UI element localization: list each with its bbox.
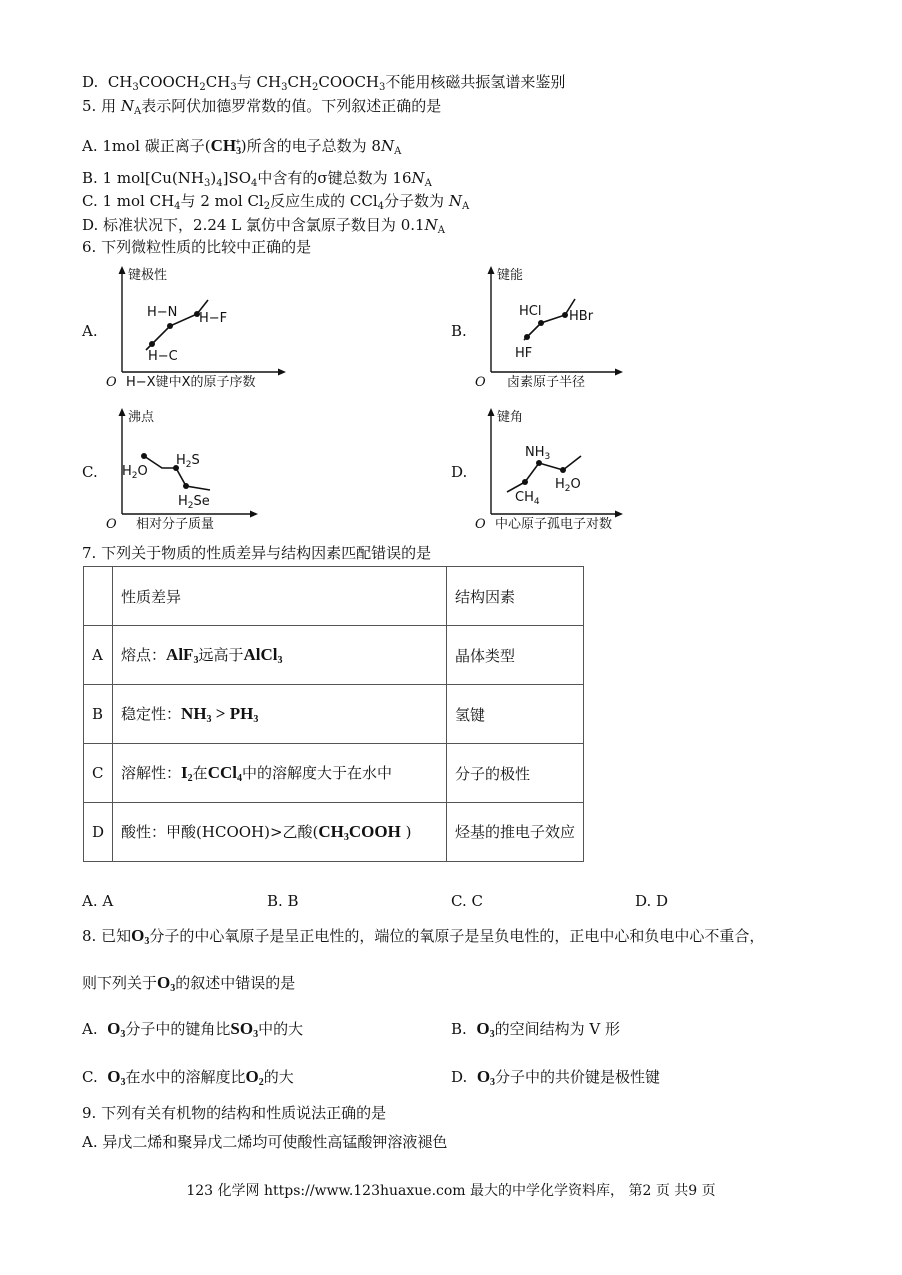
table-header-cell: [84, 567, 113, 626]
row-property: 熔点：AlF$_3$远高于AlCl$_3$: [113, 626, 447, 685]
row-property: 溶解性：$I_2$在CCl$_4$中的溶解度大于在水中: [113, 744, 447, 803]
row-key: C: [84, 744, 113, 803]
graph-a-p2: H−N: [147, 305, 178, 320]
graph-a-xlabel: H−X键中X的原子序数: [126, 375, 256, 390]
graph-d: [469, 404, 669, 539]
q6-option-a-label: A.: [82, 322, 98, 340]
q9-stem: 9. 下列有关有机物的结构和性质说法正确的是: [82, 1104, 387, 1122]
q8-option-a: A. $O_3$分子中的键角比$SO_3$中的大: [82, 1019, 304, 1040]
graph-d-p3: $H_2O$: [555, 477, 581, 494]
table-row: [84, 803, 584, 862]
q8-stem-line2: 则下列关于$O_3$的叙述中错误的是: [82, 973, 296, 994]
table-header-cell: 结构因素: [447, 567, 584, 626]
row-key: D: [84, 803, 113, 862]
graph-c-p3: $H_2Se$: [178, 494, 210, 511]
graph-c-p2: $H_2S$: [176, 453, 200, 470]
q9-option-a: A. 异戊二烯和聚异戊二烯均可使酸性高锰酸钾溶液褪色: [82, 1133, 448, 1151]
row-property: 稳定性：$NH_3 > PH_3$: [113, 685, 447, 744]
row-factor: 氢键: [447, 685, 584, 744]
graph-a-p1: H−C: [148, 349, 178, 364]
graph-a-ylabel: 键极性: [128, 268, 168, 283]
row-factor: 烃基的推电子效应: [447, 803, 584, 862]
q6-option-d-label: D.: [451, 463, 468, 481]
q7-stem: 7. 下列关于物质的性质差异与结构因素匹配错误的是: [82, 544, 432, 562]
q7-table: [83, 566, 584, 862]
graph-b-ylabel: 键能: [497, 268, 524, 283]
table-row: [84, 685, 584, 744]
q8-option-d: D. $O_3$分子中的共价键是极性键: [451, 1067, 661, 1088]
table-row: [84, 626, 584, 685]
graph-a: [100, 262, 320, 397]
graph-a-p3: H−F: [199, 311, 228, 326]
q8-stem: 8. 已知$O_3$分子的中心氧原子是呈正电性的，端位的氧原子是呈负电性的，正电中心和负电中心不重合，: [82, 926, 765, 947]
graph-b-p3: HBr: [569, 309, 594, 324]
graph-d-ylabel: 键角: [497, 410, 524, 425]
graph-b-p2: HCl: [519, 304, 542, 319]
graph-d-xlabel: 中心原子孤电子对数: [495, 517, 613, 532]
graph-c-xlabel: 相对分子质量: [136, 517, 215, 532]
q5-stem: 5. 用 $N_A$表示阿伏加德罗常数的值。下列叙述正确的是: [82, 97, 442, 117]
q8-option-c: C. $O_3$在水中的溶解度比$O_2$的大: [82, 1067, 294, 1088]
graph-c-p1: $H_2O$: [122, 464, 148, 481]
q4-option-d: D. $CH_3COOCH_2CH_3$与 $CH_3CH_2COOCH_3$不能用核磁共振氢谱来鉴别: [82, 73, 566, 93]
graph-b-xlabel: 卤素原子半径: [507, 375, 586, 390]
graph-d-origin: O: [475, 517, 486, 532]
graph-b-origin: O: [475, 375, 486, 390]
q6-stem: 6. 下列微粒性质的比较中正确的是: [82, 238, 312, 256]
page-footer: 123 化学网 https://www.123huaxue.com 最大的中学化学资料库， 第2 页 共9 页: [186, 1183, 716, 1199]
graph-b-p1: HF: [515, 346, 533, 361]
q7-choice-a: A. A: [82, 892, 114, 910]
q7-choice-b: B. B: [267, 892, 299, 910]
q6-option-c-label: C.: [82, 463, 98, 481]
q5-option-c: C. 1 mol $CH_4$与 2 mol $Cl_2$反应生成的 CCl$_4$分子数为 $N_A$: [82, 192, 470, 212]
graph-d-p1: $CH_4$: [515, 490, 540, 507]
graph-c: [100, 404, 280, 539]
q7-choice-c: C. C: [451, 892, 483, 910]
table-row: [84, 744, 584, 803]
graph-a-origin: O: [106, 375, 117, 390]
graph-c-ylabel: 沸点: [128, 410, 155, 425]
q7-choice-d: D. D: [635, 892, 669, 910]
q5-option-d: D. 标准状况下，2.24 L 氯仿中含氯原子数目为 $0.1N_A$: [82, 216, 445, 236]
table-header-row: [84, 567, 584, 626]
graph-d-p2: $NH_3$: [525, 445, 551, 462]
row-key: B: [84, 685, 113, 744]
q8-option-b: B. $O_3$的空间结构为 V 形: [451, 1019, 620, 1040]
row-factor: 晶体类型: [447, 626, 584, 685]
table-header-cell: 性质差异: [113, 567, 447, 626]
q5-option-b: B. 1 $mol[Cu(NH_3)_4]SO_4$中含有的σ键总数为 $16N_A$: [82, 169, 432, 189]
graph-b: [469, 262, 649, 397]
graph-c-origin: O: [106, 517, 117, 532]
q5-option-a: A. 1mol 碳正离子$(CH_3^+)$所含的电子总数为 $8N_A$: [82, 136, 402, 157]
row-key: A: [84, 626, 113, 685]
row-factor: 分子的极性: [447, 744, 584, 803]
row-property: 酸性：甲酸(HCOOH)>乙酸($CH_3COOH$ ): [113, 803, 447, 862]
q6-option-b-label: B.: [451, 322, 467, 340]
